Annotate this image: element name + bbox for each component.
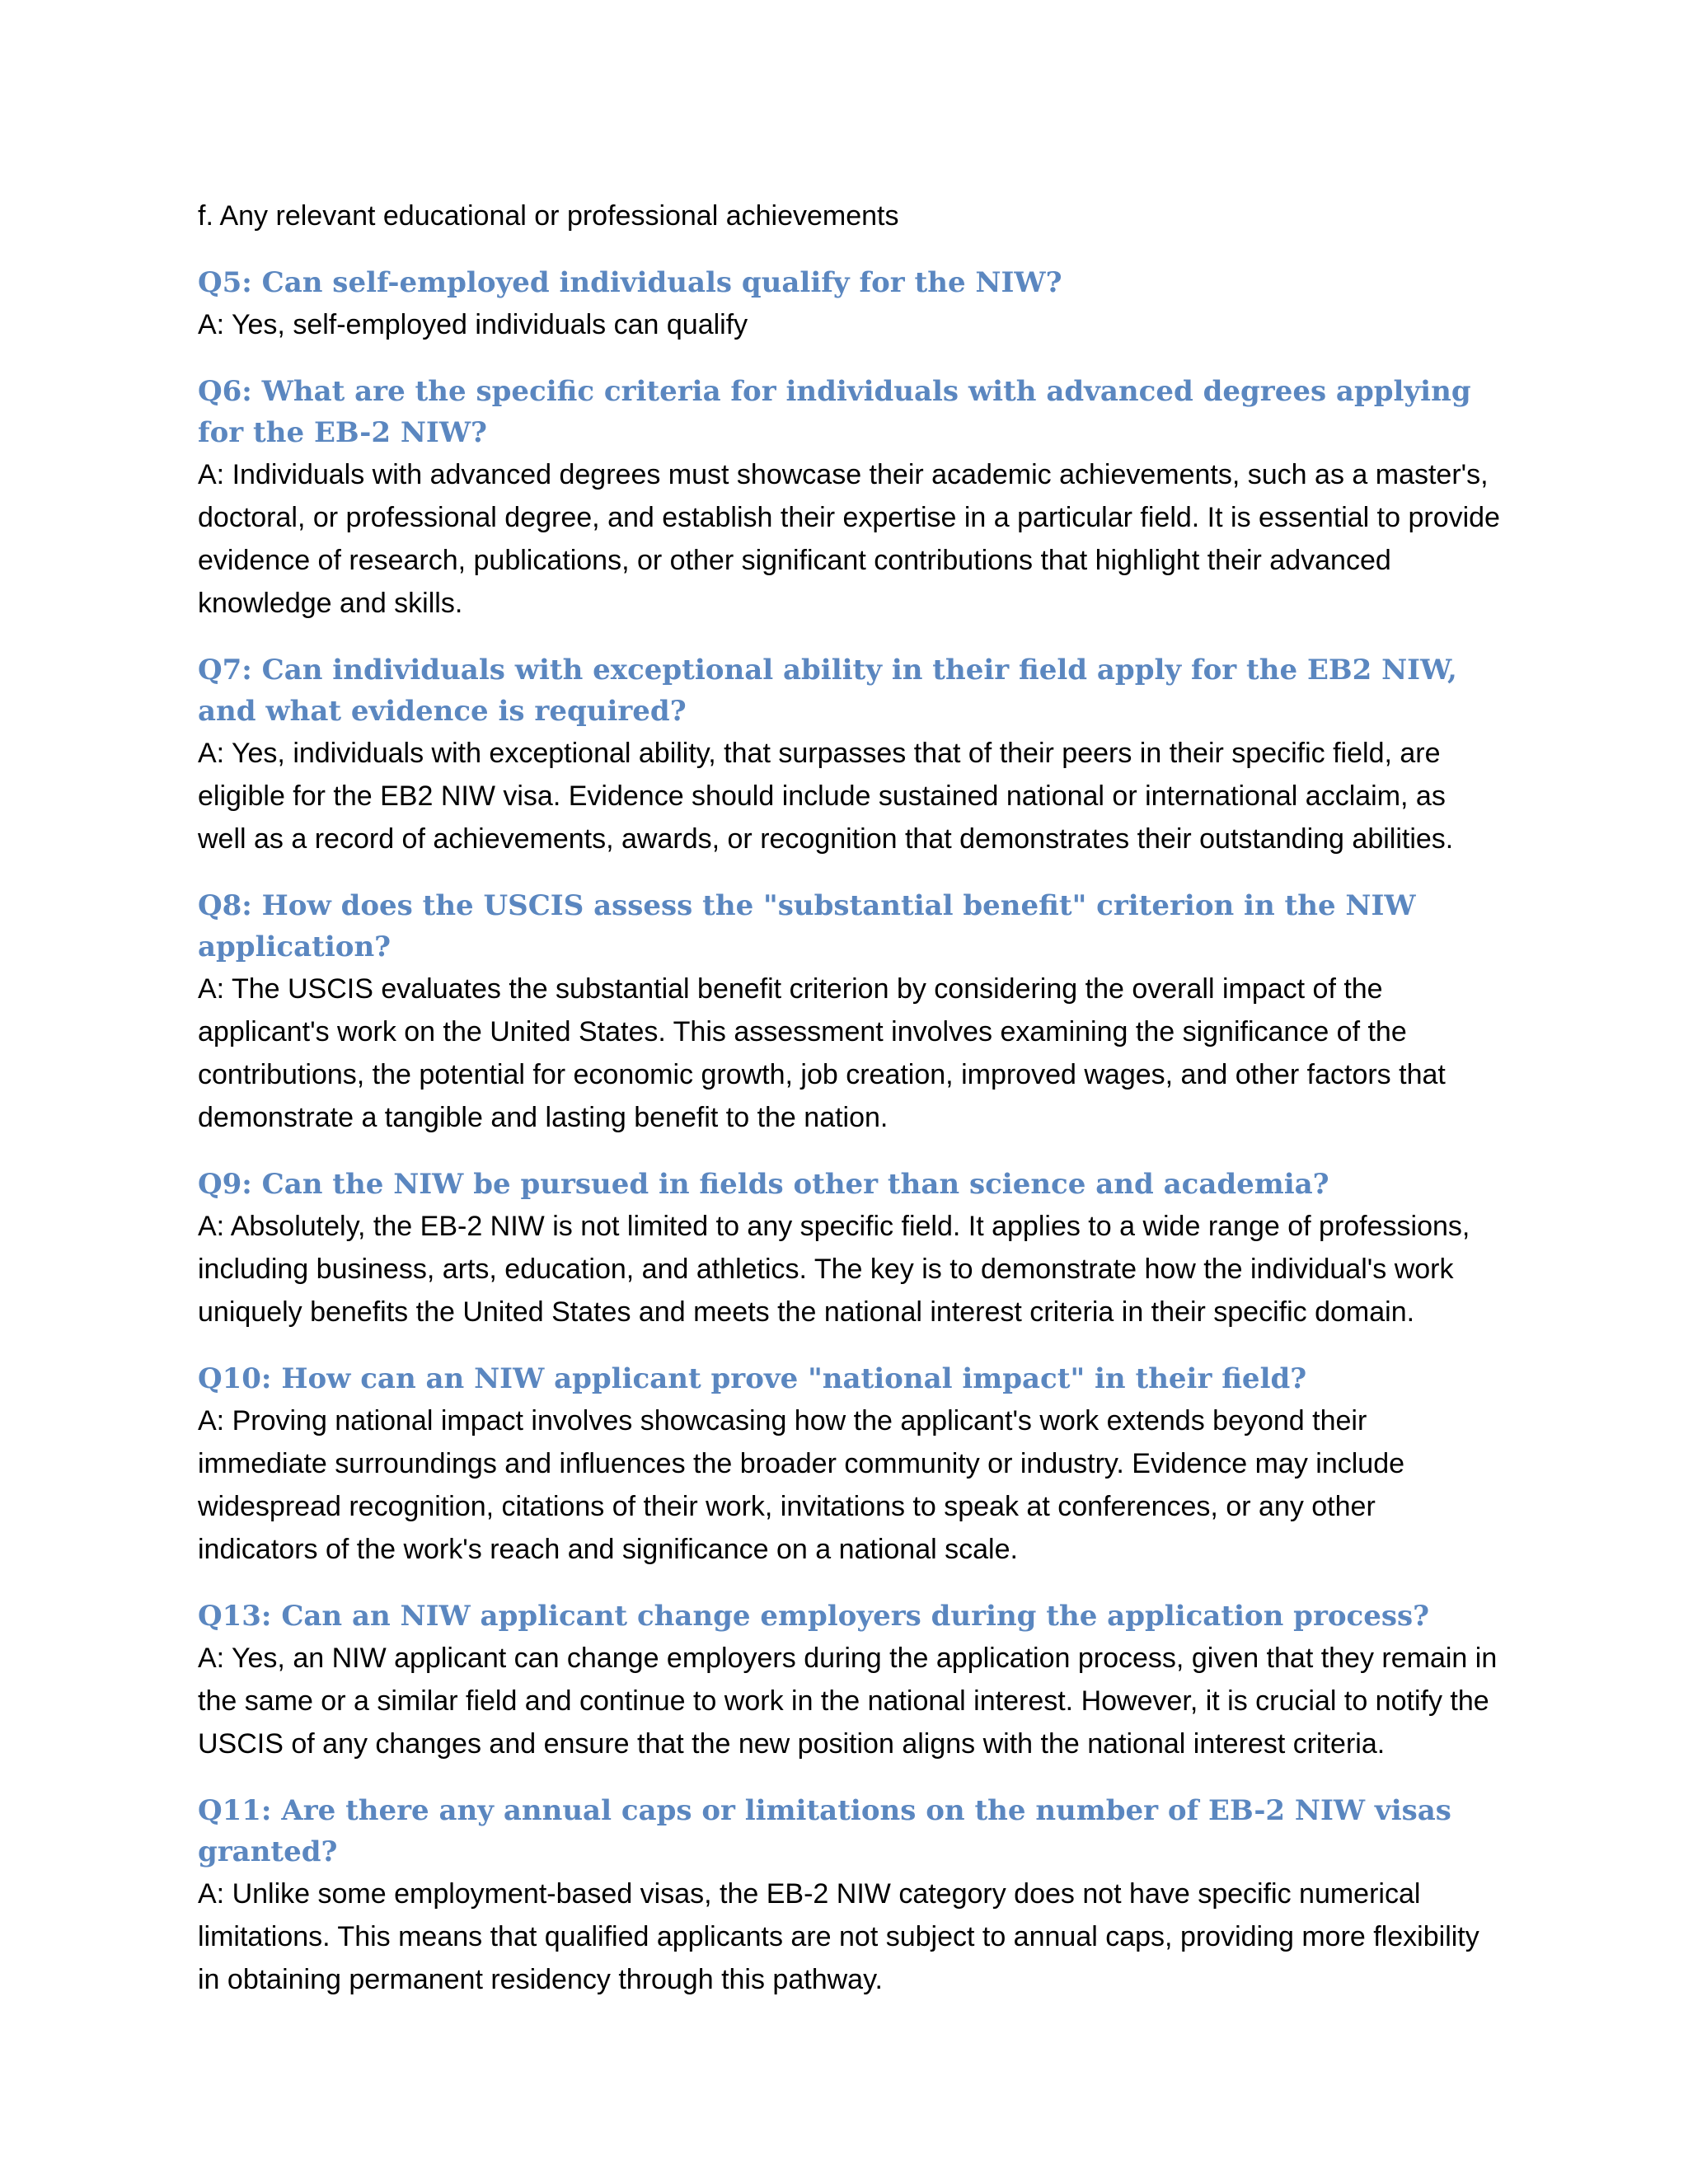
faq-answer: A: Yes, self-employed individuals can qualify — [198, 309, 748, 340]
faq-item-q7 — [198, 649, 1500, 860]
faq-item-q13 — [198, 1596, 1500, 1765]
faq-answer: A: Yes, individuals with exceptional ability, that surpasses that of their peers in their specific field, are eligible for the EB2 NIW visa. Evidence should include sustained national or international acclaim, as well as a record of achievements, awards, or recognition that demonstrates their outstanding abilities. — [198, 738, 1454, 855]
faq-question: Q9: Can the NIW be pursued in fields other than science and academia? — [198, 1168, 1329, 1201]
faq-answer: A: Unlike some employment-based visas, the EB-2 NIW category does not have specific numerical limitations. This means that qualified applicants are not subject to annual caps, providing more flexibility in obtaining permanent residency through this pathway. — [198, 1878, 1479, 1995]
document-page — [198, 194, 1500, 2026]
faq-item-q5 — [198, 262, 1500, 346]
faq-item-q8 — [198, 885, 1500, 1139]
faq-question: Q8: How does the USCIS assess the "substantial benefit" criterion in the NIW application? — [198, 889, 1416, 963]
faq-question: Q11: Are there any annual caps or limitations on the number of EB-2 NIW visas granted? — [198, 1794, 1451, 1868]
faq-question: Q13: Can an NIW applicant change employers during the application process? — [198, 1600, 1430, 1633]
faq-question: Q7: Can individuals with exceptional ability in their field apply for the EB2 NIW, and what evidence is required? — [198, 654, 1457, 728]
faq-question: Q5: Can self-employed individuals qualify for the NIW? — [198, 266, 1062, 299]
faq-item-q6 — [198, 371, 1500, 625]
faq-item-q11 — [198, 1790, 1500, 2001]
faq-answer: A: Yes, an NIW applicant can change employers during the application process, given that they remain in the same or a similar field and continue to work in the national interest. However, it is crucial to notify the USCIS of any changes and ensure that the new position aligns with the national interest criteria. — [198, 1643, 1498, 1760]
faq-item-q10 — [198, 1358, 1500, 1571]
faq-answer: A: Proving national impact involves showcasing how the applicant's work extends beyond their immediate surroundings and influences the broader community or industry. Evidence may include widespread recognition, citations of their work, invitations to speak at conferences, or any other indicators of the work's reach and significance on a national scale. — [198, 1405, 1405, 1565]
faq-answer: A: Absolutely, the EB-2 NIW is not limited to any specific field. It applies to a wide range of professions, including business, arts, education, and athletics. The key is to demonstrate how the individual's work uniquely benefits the United States and meets the national interest criteria in their specific domain. — [198, 1211, 1470, 1328]
faq-answer: A: The USCIS evaluates the substantial benefit criterion by considering the overall impact of the applicant's work on the United States. This assessment involves examining the significance of the contributions, the potential for economic growth, job creation, improved wages, and other factors that demonstrate a tangible and lasting benefit to the nation. — [198, 973, 1446, 1133]
faq-answer: A: Individuals with advanced degrees must showcase their academic achievements, such as a master's, doctoral, or professional degree, and establish their expertise in a particular field. It is essential to provide evidence of research, publications, or other significant contributions that highlight their advanced knowledge and skills. — [198, 459, 1500, 619]
faq-question: Q6: What are the specific criteria for individuals with advanced degrees applying for the EB-2 NIW? — [198, 375, 1471, 449]
lead-item: f. Any relevant educational or professional achievements — [198, 200, 899, 232]
faq-question: Q10: How can an NIW applicant prove "national impact" in their field? — [198, 1362, 1307, 1395]
faq-item-q9 — [198, 1164, 1500, 1333]
